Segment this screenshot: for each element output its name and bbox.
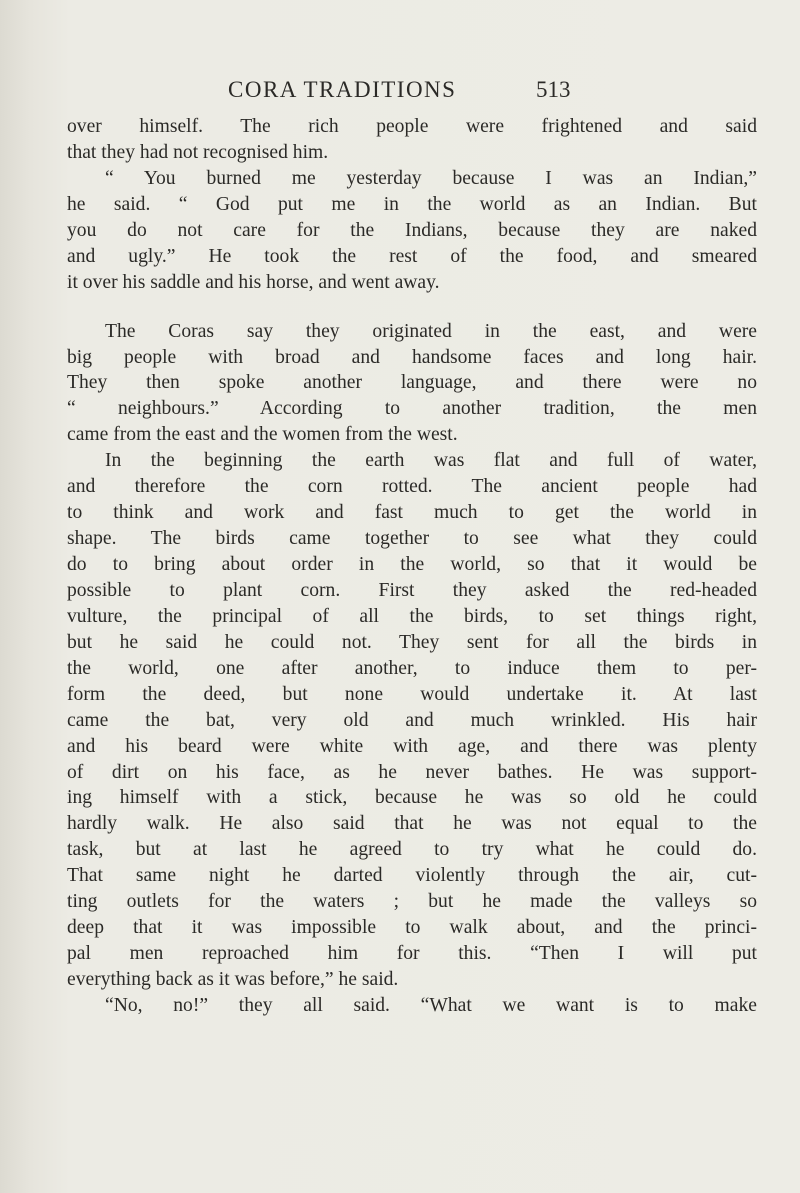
text-line: of dirt on his face, as he never bathes. He was support- (67, 761, 757, 783)
text-line: big people with broad and handsome faces and long hair. (67, 346, 757, 368)
text-line: “ neighbours.” According to another tradition, the men (67, 398, 757, 420)
text-line: and his beard were white with age, and there was plenty (67, 735, 757, 757)
text-line: everything back as it was before,” he said. (67, 969, 399, 990)
text-line: vulture, the principal of all the birds, to set things right, (67, 605, 757, 627)
text-line: That same night he darted violently through the air, cut- (67, 865, 757, 887)
text-line: ting outlets for the waters ; but he made the valleys so (67, 891, 757, 913)
paragraph (67, 166, 757, 296)
text-line: possible to plant corn. First they asked the red-headed (67, 579, 757, 601)
text-line: that they had not recognised him. (67, 141, 329, 163)
text-line: “No, no!” they all said. “What we want is to make (105, 994, 757, 1016)
page-header (0, 74, 800, 106)
text-line: deep that it was impossible to walk about, and the princi- (67, 917, 757, 939)
text-line: over himself. The rich people were frightened and said (67, 116, 757, 137)
text-line: but he said he could not. They sent for all the birds in (67, 631, 757, 653)
body-text (67, 114, 757, 1019)
text-line: In the beginning the earth was flat and full of water, (105, 450, 757, 472)
text-line: shape. The birds came together to see what they could (67, 528, 757, 550)
text-line: task, but at last he agreed to try what he could do. (67, 839, 757, 861)
text-line: form the deed, but none would undertake it. At last (67, 683, 757, 705)
text-line: ing himself with a stick, because he was so old he could (67, 787, 757, 809)
text-line: he said. “ God put me in the world as an Indian. But (67, 193, 757, 215)
text-line: it over his saddle and his horse, and went away. (67, 271, 440, 293)
running-head: CORA TRADITIONS (228, 77, 457, 102)
text-line: hardly walk. He also said that he was not equal to the (67, 813, 757, 835)
text-line: came the bat, very old and much wrinkled. His hair (67, 709, 757, 731)
text-line: The Coras say they originated in the east, and were (105, 320, 757, 342)
text-line: “ You burned me yesterday because I was an Indian,” (105, 167, 757, 189)
text-line: pal men reproached him for this. “Then I will put (67, 943, 757, 965)
text-line: the world, one after another, to induce them to per- (67, 657, 757, 679)
text-line: to think and work and fast much to get the world in (67, 502, 757, 524)
text-line: and ugly.” He took the rest of the food, and smeared (67, 245, 757, 267)
paragraph (67, 993, 757, 1019)
text-line: They then spoke another language, and there were no (67, 372, 757, 394)
page-number: 513 (536, 77, 571, 102)
section-break (67, 296, 757, 319)
text-line: do to bring about order in the world, so that it would be (67, 554, 757, 575)
text-line: came from the east and the women from the west. (67, 424, 458, 446)
paragraph (67, 448, 757, 993)
paragraph (67, 114, 757, 166)
paragraph (67, 319, 757, 449)
text-line: and therefore the corn rotted. The ancient people had (67, 476, 757, 498)
text-line: you do not care for the Indians, because they are naked (67, 219, 757, 241)
